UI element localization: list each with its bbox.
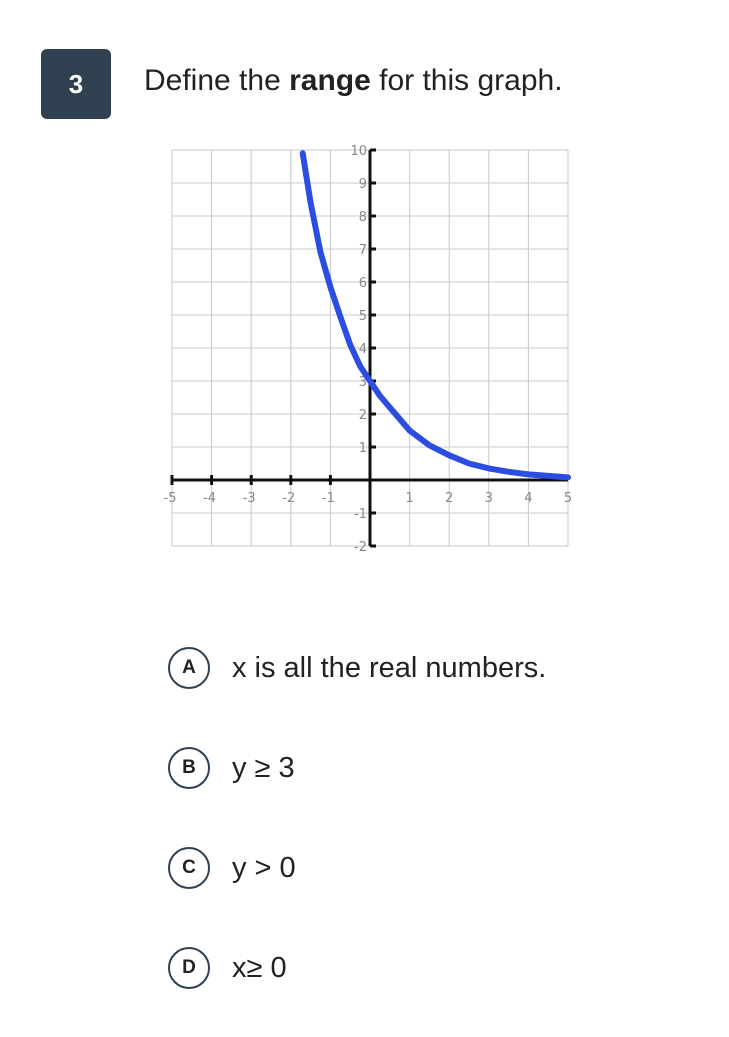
option-a-text[interactable]: x is all the real numbers.: [232, 651, 547, 684]
x-tick-label: 1: [405, 491, 414, 506]
x-tick-label: -4: [203, 491, 217, 506]
exponential-graph: [160, 140, 590, 560]
y-tick-label: 8: [358, 210, 367, 225]
y-tick-label: -1: [354, 507, 367, 522]
question-text-bold: range: [289, 64, 371, 97]
x-tick-label: 3: [484, 491, 493, 506]
option-b-letter[interactable]: B: [168, 747, 210, 789]
y-tick-label: 10: [350, 144, 367, 159]
x-tick-label: -2: [282, 491, 296, 506]
option-d[interactable]: [168, 946, 287, 990]
y-tick-label: 6: [358, 276, 367, 291]
option-a-letter[interactable]: A: [168, 647, 210, 689]
y-tick-label: 5: [358, 309, 367, 324]
x-tick-label: -3: [242, 491, 256, 506]
x-tick-label: -5: [163, 491, 177, 506]
x-tick-label: 5: [563, 491, 573, 506]
y-tick-label: 1: [358, 441, 367, 456]
y-tick-label: -2: [354, 540, 367, 555]
question-text: [144, 64, 563, 98]
question-number-badge: [41, 49, 111, 119]
option-c-text[interactable]: y > 0: [232, 851, 296, 884]
y-tick-label: 9: [358, 177, 367, 192]
x-tick-label: 2: [445, 491, 454, 506]
y-tick-label: 4: [358, 342, 367, 357]
y-tick-label: 2: [358, 408, 367, 423]
question-text-before: Define the: [144, 64, 290, 97]
option-d-text[interactable]: x≥ 0: [232, 951, 287, 984]
x-tick-label: 4: [524, 491, 533, 506]
x-tick-label: -1: [321, 491, 335, 506]
option-c[interactable]: [168, 846, 296, 890]
y-tick-label: 7: [358, 243, 367, 258]
question-text-after: for this graph.: [370, 64, 563, 97]
question-number: 3: [68, 68, 84, 99]
option-b-text[interactable]: y ≥ 3: [232, 751, 295, 784]
option-d-letter[interactable]: D: [168, 947, 210, 989]
y-tick-label: 3: [358, 375, 367, 390]
option-a[interactable]: [168, 646, 546, 690]
option-c-letter[interactable]: C: [168, 847, 210, 889]
option-b[interactable]: [168, 746, 295, 790]
